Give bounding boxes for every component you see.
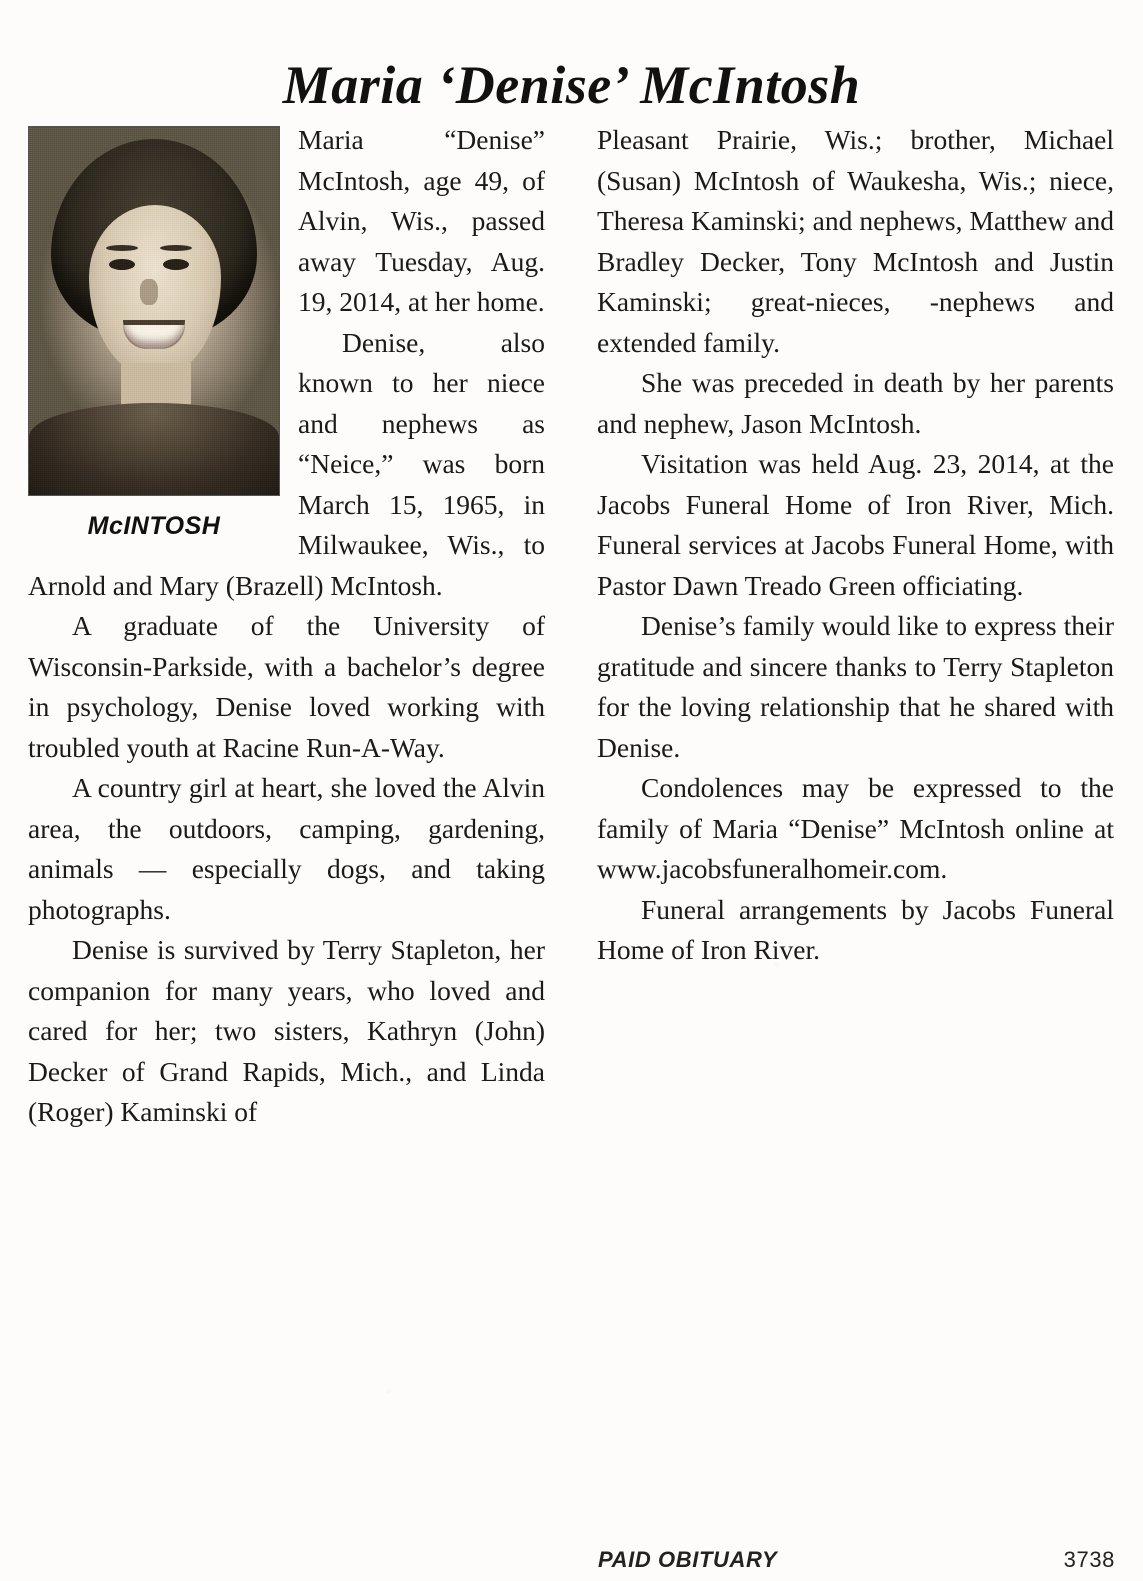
- article-columns: [28, 120, 1115, 1571]
- paragraph: Pleasant Prairie, Wis.; brother, Michael (Susan) McIntosh of Waukesha, Wis.; niece, Theresa Kaminski; and nephews, Matthew and Bradley Decker, Tony McIntosh and Justin Kaminski; great-nieces, -nephews and extended family.: [597, 124, 1114, 358]
- paragraph: A graduate of the University of Wisconsin-Parkside, with a bachelor’s degree in psychology, Denise loved working with troubled youth at Racine Run-A-Way.: [28, 610, 545, 763]
- portrait-photo: [28, 126, 280, 496]
- paragraph: Denise, also known to her niece and nephews as “Neice,” was born March 15, 1965, in Milwaukee, Wis., to Arnold and Mary (Brazell) McIntosh.: [28, 326, 545, 601]
- paragraph: Maria “Denise” McIntosh, age 49, of Alvin, Wis., passed away Tuesday, Aug. 19, 2014, at her home.: [298, 124, 545, 317]
- paragraph: Visitation was held Aug. 23, 2014, at the Jacobs Funeral Home of Iron River, Mich. Funeral services at Jacobs Funeral Home, with Pastor Dawn Treado Green officiating.: [597, 448, 1114, 601]
- footer: [598, 1547, 1115, 1573]
- paragraph: A country girl at heart, she loved the Alvin area, the outdoors, camping, gardening, animals — especially dogs, and taking photographs.: [28, 772, 545, 925]
- obituary-number: 3738: [1063, 1547, 1115, 1572]
- photo-figure: [28, 126, 280, 547]
- paragraph: Condolences may be expressed to the family of Maria “Denise” McIntosh online at www.jacobsfuneralhomeir.com.: [597, 772, 1114, 884]
- photo-caption: McINTOSH: [87, 512, 221, 540]
- paragraph: Funeral arrangements by Jacobs Funeral Home of Iron River.: [597, 893, 1114, 965]
- right-column: [597, 120, 1114, 1571]
- page-title: Maria ‘Denise’ McIntosh: [282, 55, 861, 116]
- photo-halftone-grain: [29, 127, 279, 495]
- paragraph: Denise is survived by Terry Stapleton, her companion for many years, who loved and cared for her; two sisters, Kathryn (John) Decker of Grand Rapids, Mich., and Linda (Roger) Kaminski of: [28, 934, 545, 1127]
- left-column: [28, 120, 545, 1571]
- paragraph: Denise’s family would like to express their gratitude and sincere thanks to Terry Stapleton for the loving relationship that he shared with Denise.: [597, 610, 1114, 763]
- paragraph: She was preceded in death by her parents and nephew, Jason McIntosh.: [597, 367, 1114, 439]
- paid-obituary-label: PAID OBITUARY: [598, 1547, 778, 1572]
